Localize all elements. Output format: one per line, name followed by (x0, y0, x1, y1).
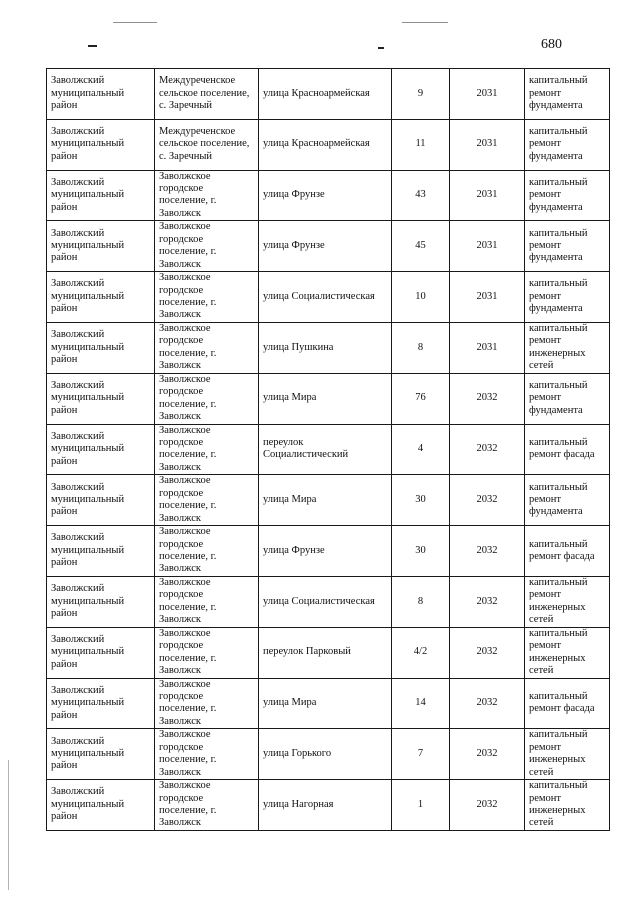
street-cell: улица Горького (259, 729, 392, 780)
street-cell: улица Мира (259, 475, 392, 526)
table-body (47, 69, 610, 831)
district-cell: Заволжский муниципальный район (47, 576, 155, 627)
work-type-cell: капитальный ремонт фундамента (525, 69, 610, 120)
house-number-cell: 8 (392, 322, 450, 373)
table-row (47, 627, 610, 678)
year-cell: 2032 (450, 424, 525, 475)
work-type-cell: капитальный ремонт инженерных сетей (525, 627, 610, 678)
house-number-cell: 14 (392, 678, 450, 729)
street-cell: улица Социалистическая (259, 272, 392, 323)
page-number: 680 (541, 37, 562, 52)
work-type-cell: капитальный ремонт фундамента (525, 373, 610, 424)
settlement-cell: Заволжское городское поселение, г. Заволжск (155, 526, 259, 577)
house-number-cell: 4/2 (392, 627, 450, 678)
work-type-cell: капитальный ремонт фундамента (525, 221, 610, 272)
street-cell: улица Красноармейская (259, 69, 392, 120)
street-cell: улица Фрунзе (259, 526, 392, 577)
street-cell: улица Пушкина (259, 322, 392, 373)
house-number-cell: 30 (392, 475, 450, 526)
settlement-cell: Заволжское городское поселение, г. Заволжск (155, 272, 259, 323)
work-type-cell: капитальный ремонт фундамента (525, 272, 610, 323)
year-cell: 2032 (450, 627, 525, 678)
house-number-cell: 9 (392, 69, 450, 120)
district-cell: Заволжский муниципальный район (47, 729, 155, 780)
house-number-cell: 76 (392, 373, 450, 424)
scan-artifact (402, 22, 448, 23)
work-type-cell: капитальный ремонт фасада (525, 526, 610, 577)
table-row (47, 678, 610, 729)
house-number-cell: 4 (392, 424, 450, 475)
settlement-cell: Заволжское городское поселение, г. Заволжск (155, 322, 259, 373)
work-type-cell: капитальный ремонт инженерных сетей (525, 576, 610, 627)
street-cell: улица Красноармейская (259, 119, 392, 170)
house-number-cell: 8 (392, 576, 450, 627)
settlement-cell: Заволжское городское поселение, г. Заволжск (155, 678, 259, 729)
year-cell: 2032 (450, 526, 525, 577)
house-number-cell: 7 (392, 729, 450, 780)
district-cell: Заволжский муниципальный район (47, 119, 155, 170)
table-row (47, 526, 610, 577)
year-cell: 2031 (450, 69, 525, 120)
settlement-cell: Заволжское городское поселение, г. Заволжск (155, 627, 259, 678)
settlement-cell: Междуреченское сельское поселение, с. Заречный (155, 119, 259, 170)
table-row (47, 576, 610, 627)
settlement-cell: Заволжское городское поселение, г. Заволжск (155, 170, 259, 221)
settlement-cell: Междуреченское сельское поселение, с. Заречный (155, 69, 259, 120)
settlement-cell: Заволжское городское поселение, г. Заволжск (155, 424, 259, 475)
district-cell: Заволжский муниципальный район (47, 170, 155, 221)
district-cell: Заволжский муниципальный район (47, 424, 155, 475)
work-type-cell: капитальный ремонт инженерных сетей (525, 780, 610, 831)
district-cell: Заволжский муниципальный район (47, 627, 155, 678)
district-cell: Заволжский муниципальный район (47, 780, 155, 831)
street-cell: улица Социалистическая (259, 576, 392, 627)
settlement-cell: Заволжское городское поселение, г. Заволжск (155, 221, 259, 272)
year-cell: 2032 (450, 780, 525, 831)
scan-artifact (378, 47, 384, 49)
work-type-cell: капитальный ремонт фасада (525, 678, 610, 729)
house-number-cell: 11 (392, 119, 450, 170)
table-row (47, 729, 610, 780)
street-cell: переулок Парковый (259, 627, 392, 678)
year-cell: 2032 (450, 678, 525, 729)
table-row (47, 69, 610, 120)
street-cell: улица Мира (259, 678, 392, 729)
year-cell: 2031 (450, 272, 525, 323)
district-cell: Заволжский муниципальный район (47, 526, 155, 577)
work-type-cell: капитальный ремонт фундамента (525, 170, 610, 221)
scan-artifact (113, 22, 157, 23)
house-number-cell: 43 (392, 170, 450, 221)
street-cell: улица Мира (259, 373, 392, 424)
work-type-cell: капитальный ремонт инженерных сетей (525, 322, 610, 373)
house-number-cell: 45 (392, 221, 450, 272)
settlement-cell: Заволжское городское поселение, г. Заволжск (155, 576, 259, 627)
year-cell: 2031 (450, 322, 525, 373)
housing-repair-table (46, 68, 610, 831)
district-cell: Заволжский муниципальный район (47, 678, 155, 729)
house-number-cell: 1 (392, 780, 450, 831)
year-cell: 2031 (450, 221, 525, 272)
table-row (47, 322, 610, 373)
year-cell: 2032 (450, 576, 525, 627)
table-row (47, 221, 610, 272)
settlement-cell: Заволжское городское поселение, г. Заволжск (155, 729, 259, 780)
year-cell: 2031 (450, 170, 525, 221)
table-row (47, 424, 610, 475)
street-cell: улица Фрунзе (259, 170, 392, 221)
street-cell: переулок Социалистический (259, 424, 392, 475)
scan-artifact (8, 760, 9, 890)
district-cell: Заволжский муниципальный район (47, 475, 155, 526)
house-number-cell: 10 (392, 272, 450, 323)
street-cell: улица Нагорная (259, 780, 392, 831)
settlement-cell: Заволжское городское поселение, г. Заволжск (155, 475, 259, 526)
year-cell: 2032 (450, 475, 525, 526)
table-row (47, 119, 610, 170)
work-type-cell: капитальный ремонт инженерных сетей (525, 729, 610, 780)
table-row (47, 272, 610, 323)
district-cell: Заволжский муниципальный район (47, 69, 155, 120)
year-cell: 2031 (450, 119, 525, 170)
district-cell: Заволжский муниципальный район (47, 221, 155, 272)
work-type-cell: капитальный ремонт фундамента (525, 475, 610, 526)
table-row (47, 475, 610, 526)
scan-artifact (88, 45, 97, 47)
year-cell: 2032 (450, 373, 525, 424)
table-row (47, 373, 610, 424)
street-cell: улица Фрунзе (259, 221, 392, 272)
year-cell: 2032 (450, 729, 525, 780)
settlement-cell: Заволжское городское поселение, г. Заволжск (155, 780, 259, 831)
work-type-cell: капитальный ремонт фасада (525, 424, 610, 475)
settlement-cell: Заволжское городское поселение, г. Заволжск (155, 373, 259, 424)
house-number-cell: 30 (392, 526, 450, 577)
table-row (47, 170, 610, 221)
district-cell: Заволжский муниципальный район (47, 272, 155, 323)
district-cell: Заволжский муниципальный район (47, 373, 155, 424)
work-type-cell: капитальный ремонт фундамента (525, 119, 610, 170)
district-cell: Заволжский муниципальный район (47, 322, 155, 373)
table-row (47, 780, 610, 831)
